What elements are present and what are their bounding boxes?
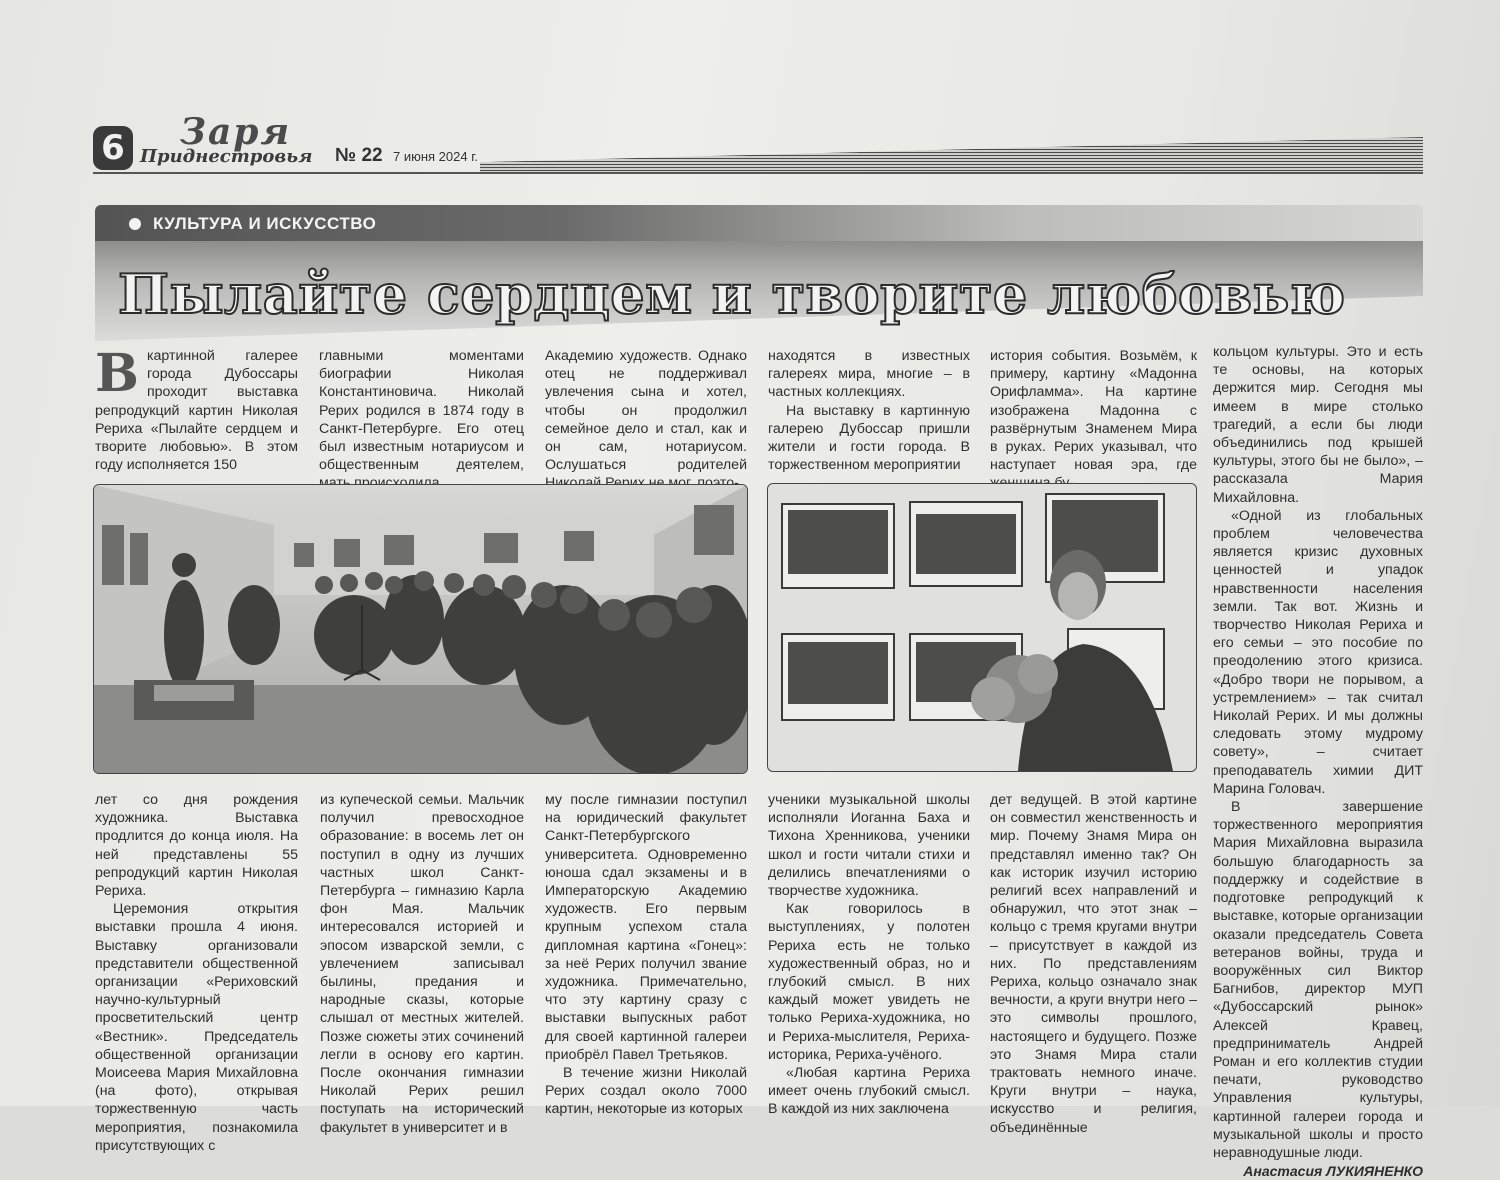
right-column-para-3: В завершение торжественного мероприятия Мария Михайловна выразила большую благодарность за поддержку и содействие в подготовке репродукций к выставке, которые организации оказали председатель Совета ветеранов войны, труда и вооружённых сил Виктор Багнибов, директор МУП «Дубоссарский рынок» Алексей Кравец, предприниматель Андрей Роман и его коллектив студии печати, руководство Управления культуры, картинной галереи города и музыкальной школы и просто неравнодушные люди.: [1213, 799, 1423, 1161]
bottom-column-1-text-b: Церемония открытия выставки прошла 4 июня. Выставку организовали представители общественной организации «Рериховский научно-культурный просветительский центр «Вестник». Председатель общественной организации Моисеева Мария Михайловна (на фото), открывая торжественную часть мероприятия, познакомила присутствующих с: [95, 901, 298, 1154]
bottom-column-1-text-a: лет со дня рождения художника. Выставка продлится до конца июля. На ней представлены 55 репродукций картин Николая Рериха.: [95, 792, 298, 900]
bottom-column-5: [990, 791, 1197, 1137]
photo-audience-illustration: [94, 485, 747, 773]
top-column-2: [319, 347, 524, 493]
top-column-3-text: Академию художеств. Однако отец не поддерживал увлечения сына и хотел, чтобы он продолжил семейное дело и стал, как и он сам, нотариусом. Ослушаться родителей: [545, 348, 747, 474]
bottom-column-1: [95, 791, 298, 1155]
right-column-para-2: «Одной из глобальных проблем человечества является кризис духовных ценностей и упадок нравственности населения земли. Так вот. Жизнь и творчество Николая Рериха и его семьи – это пособие по преодолению этого кризиса. «Добро твори не порывом, а устремлением» – так считал Николай Рерих. И мы должны следовать этому мудрому совету», – считает преподаватель химии ДИТ Марина Головач.: [1213, 507, 1423, 797]
top-column-4-text-a: находятся в известных галереях мира, многие – в частных коллекциях.: [768, 348, 970, 401]
right-column-para-1: кольцом культуры. Это и есть те основы, на которых держится мир. Сегодня мы имеем в мире столько трагедий, а если бы люди объединились под крышей культуры, этого бы не было», – рассказала Мария Михайловна.: [1213, 344, 1423, 506]
logo-top-text: Заря: [180, 111, 292, 153]
top-column-2-text: главными моментами биографии Николая Константиновича. Николай Рерих родился в 1874 году в Санкт-Петербурге. Его отец был известным нотариусом и общественным деятелем,: [319, 348, 524, 474]
top-column-5: [990, 347, 1197, 493]
article-headline: Пылайте сердцем и творите любовью: [118, 262, 1346, 326]
bottom-column-4-text-a: ученики музыкальной школы исполняли Иоганна Баха и Тихона Хренникова, ученики школ и гости читали стихи и делились впечатлениями о творчестве художника.: [768, 792, 970, 900]
bottom-column-2-text: из купеческой семьи. Мальчик получил превосходное образование: в восемь лет он поступил в одну из лучших частных школ Санкт-Петербурга – гимназию Карла фон Мая. Мальчик интересовался историей и эпосом изварской земли, с увлечением записывал былины, предания и народные сказы, которые слышал от местных жителей. Позже сюжеты этих сочинений легли в основу его картин. После окончания гимназии Николай Рерих решил поступать на исторический факультет в университет и в: [320, 792, 524, 1136]
issue-number: № 22: [335, 145, 383, 166]
bottom-column-3-text-b: В течение жизни Николай Рерих создал около 7000 картин, некоторые из которых: [545, 1065, 747, 1118]
page-number: 6: [93, 126, 133, 170]
bullet-icon: [129, 218, 141, 230]
right-column: [1213, 343, 1423, 1180]
bottom-column-4: [768, 791, 970, 1119]
author-signature: Анастасия ЛУКИЯНЕНКО: [1243, 1163, 1423, 1180]
bottom-column-4-text-c: «Любая картина Рериха имеет очень глубокий смысл. В каждой из них заключена: [768, 1065, 970, 1118]
newspaper-logo: [140, 112, 340, 174]
top-column-3: [545, 347, 747, 493]
bottom-column-3: [545, 791, 747, 1119]
top-column-4-text-b: На выставку в картинную галерею Дубоссар пришли жители и гости города. В торжественном мероприятии: [768, 402, 970, 474]
top-column-1: [95, 343, 298, 474]
bottom-column-4-text-b: Как говорилось в выступлениях, у полотен Рериха есть не только художественный образ, но и глубокий смысл. В них каждый может увидеть не только Рериха-художника, но и Рериха-мыслителя, Рериха-историка, Рериха-учёного.: [768, 901, 970, 1063]
masthead-rule: [93, 172, 1423, 174]
top-column-1-text: картинной галерее города Дубоссары проходит выставка репродукций картин Николая Рериха «Пылайте сердцем и творите любовью». В этом году исполняется 150: [95, 348, 298, 474]
bottom-column-3-text-a: му после гимназии поступил на юридический факультет Санкт-Петербургского университета. Одновременно юноша сдал экзамены и в Императорскую Академию художеств. Его первым крупным успехом стала дипломная картина «Гонец»: за неё Рерих получил звание художника. Примечательно, что эту картину сразу с выставки выпускных работ для своей картинной галереи приобрёл Павел Третьяков.: [545, 792, 747, 1063]
issue-date: 7 июня 2024 г.: [393, 149, 478, 164]
section-label: КУЛЬТУРА И ИСКУССТВО: [153, 214, 377, 233]
top-column-5-text: история события. Возьмём, к примеру, картину «Мадонна Орифламма». На картине изображена Мадонна с развёрнутым Знаменем Мира в руках. Рерих указывал, что наступает новая эра, где: [990, 348, 1197, 474]
photo-paintings-illustration: [768, 484, 1196, 771]
logo-bottom-text: Приднестровья: [140, 146, 313, 167]
bottom-column-2: [320, 791, 524, 1137]
photo-maria-with-flowers: [767, 483, 1197, 772]
bottom-column-5-text: дет ведущей. В этой картине он совместил женственность и мир. Почему Знамя Мира он представлял именно так? Он как историк изучил историю религий всех направлений и обнаружил, что этот знак – кольцо с тремя кругами внутри – присутствует в каждой из них. По представлениям Рериха, кольцо означало знак вечности, а круги внутри него – это символы прошлого, настоящего и будущего. Позже это Знамя Мира стали трактовать немного иначе. Круги внутри – наука, искусство и религия, объединённые: [990, 792, 1197, 1136]
top-column-4: [768, 347, 970, 474]
drop-cap: В: [95, 343, 139, 404]
photo-exhibition-audience: [93, 484, 748, 774]
